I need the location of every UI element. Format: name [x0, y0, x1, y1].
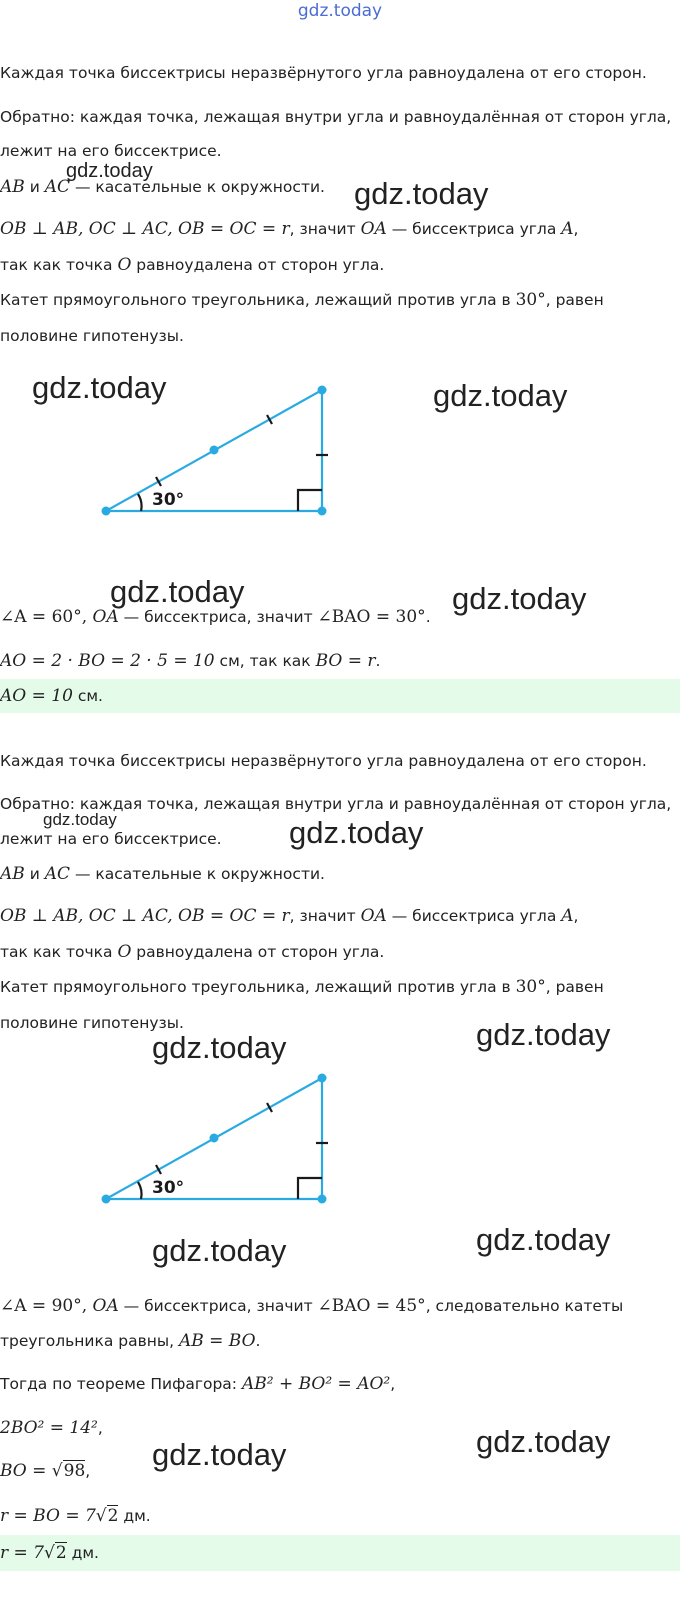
- watermark: gdz.today: [354, 176, 489, 211]
- tangent-line-1: [0, 176, 325, 198]
- triangle-figure-2: [0, 1058, 680, 1218]
- math-bao: ∠BAO = 30°: [317, 607, 426, 627]
- midpoint: [210, 446, 219, 455]
- leg-text-b: , равен: [545, 978, 604, 996]
- comma: ,: [573, 220, 579, 238]
- right-angle-mark: [298, 490, 322, 511]
- math-a: A: [561, 906, 574, 926]
- comma: ,: [85, 1462, 91, 1480]
- solution-line-1b: [0, 650, 380, 672]
- tangent-line-2: [0, 863, 325, 885]
- answer-1: [0, 685, 103, 707]
- watermark: gdz.today: [110, 574, 245, 609]
- vertex-point: [318, 1074, 327, 1083]
- top-site-link[interactable]: gdz.today: [297, 1, 383, 21]
- math-ab: AB: [0, 864, 25, 884]
- math-perp: OB ⊥ AB, OC ⊥ AC, OB = OC = r: [0, 906, 290, 926]
- half-hyp-2: половине гипотенузы.: [0, 1014, 184, 1032]
- unit: дм.: [66, 1544, 99, 1562]
- sqrt-sign: √: [51, 1461, 63, 1481]
- math-ab: AB: [0, 177, 25, 197]
- angle-arc: [138, 1182, 142, 1199]
- means-text: , значит: [289, 907, 361, 925]
- math-30deg: 30°: [515, 977, 546, 997]
- solution-line-2a: [0, 1295, 623, 1317]
- leg-text-b: , равен: [545, 291, 604, 309]
- math-bao: ∠BAO = 45°: [317, 1296, 426, 1316]
- period: .: [375, 652, 381, 670]
- converse-text-2b: лежит на его биссектрисе.: [0, 830, 222, 848]
- sqrt-sign: √: [44, 1543, 55, 1563]
- watermark: gdz.today: [66, 160, 153, 182]
- math-a: A: [561, 219, 574, 239]
- math-o: O: [117, 255, 132, 275]
- math-sqrt-arg: 2: [55, 1543, 67, 1563]
- watermark: gdz.today: [476, 1222, 611, 1257]
- watermark: gdz.today: [452, 581, 587, 616]
- math-angle: ∠A = 90°,: [0, 1296, 93, 1316]
- answer-highlight-2: [0, 1535, 680, 1571]
- math-oa: OA: [92, 607, 119, 627]
- math-bo: BO =: [0, 1461, 52, 1481]
- equal-legs-text: треугольника равны,: [0, 1332, 179, 1350]
- leg-rule-2: [0, 976, 604, 998]
- angle-label: 30°: [152, 490, 185, 510]
- equidistant-line-1: [0, 254, 384, 276]
- equidistant-text: равноудалена от сторон угла.: [131, 943, 385, 961]
- math-2bo: 2BO² = 14²: [0, 1418, 98, 1438]
- since-text: см, так как: [214, 652, 316, 670]
- watermark: gdz.today: [476, 1017, 611, 1052]
- math-sqrt-arg: 98: [63, 1461, 86, 1481]
- comma: ,: [573, 907, 579, 925]
- vertex-point: [102, 507, 111, 516]
- comma: ,: [97, 1419, 103, 1437]
- math-ac: AC: [44, 177, 71, 197]
- watermark: gdz.today: [476, 1424, 611, 1459]
- leg-text-a: Катет прямоугольного треугольника, лежащий против угла в: [0, 291, 516, 309]
- conclusion-text: , следовательно катеты: [425, 1297, 624, 1315]
- eq-line-3: [0, 1505, 151, 1527]
- math-perp: OB ⊥ AB, OC ⊥ AC, OB = OC = r: [0, 219, 290, 239]
- vertex-point: [318, 507, 327, 516]
- midpoint: [210, 1134, 219, 1143]
- since-text: так как точка: [0, 256, 118, 274]
- comma: ,: [390, 1375, 396, 1393]
- math-oa: OA: [360, 219, 387, 239]
- math-answer: AO = 10: [0, 686, 73, 706]
- angle-label: 30°: [152, 1178, 185, 1198]
- math-oa: OA: [360, 906, 387, 926]
- pythagoras-line: [0, 1373, 395, 1395]
- math-angle: ∠A = 60°,: [0, 607, 93, 627]
- math-r: r = BO = 7: [0, 1506, 96, 1526]
- bisector-text: — биссектриса угла: [386, 907, 562, 925]
- math-bo-r: BO = r: [315, 651, 376, 671]
- math-o: O: [117, 942, 132, 962]
- right-angle-mark: [298, 1178, 322, 1199]
- converse-text-1b: лежит на его биссектрисе.: [0, 142, 222, 160]
- vertex-point: [318, 386, 327, 395]
- vertex-point: [102, 1195, 111, 1204]
- converse-text-2a: Обратно: каждая точка, лежащая внутри угла и равноудалённая от сторон угла,: [0, 795, 672, 813]
- period: .: [255, 1332, 261, 1350]
- solution-line-2b: [0, 1330, 260, 1352]
- bisector-text: — биссектриса, значит: [118, 1297, 318, 1315]
- eq-line-2: [0, 1460, 90, 1482]
- and-text: и: [24, 178, 45, 196]
- math-ab-bo: AB = BO: [178, 1331, 256, 1351]
- perp-line-2: [0, 905, 578, 927]
- watermark: gdz.today: [152, 1030, 287, 1065]
- bisector-text: — биссектриса, значит: [118, 608, 318, 626]
- math-answer: r = 7: [0, 1543, 44, 1563]
- eq-line-1: [0, 1417, 103, 1439]
- converse-text-1a: Обратно: каждая точка, лежащая внутри угла и равноудалённая от сторон угла,: [0, 108, 672, 126]
- leg-rule-1: [0, 289, 604, 311]
- watermark: gdz.today: [433, 378, 568, 413]
- math-oa: OA: [92, 1296, 119, 1316]
- theorem-text-1: Каждая точка биссектрисы неразвёрнутого угла равноудалена от его сторон.: [0, 64, 647, 82]
- period: .: [425, 608, 431, 626]
- answer-2: [0, 1542, 99, 1564]
- watermark: gdz.today: [43, 810, 117, 829]
- tangent-text: — касательные к окружности.: [70, 178, 325, 196]
- half-hyp-1: половине гипотенузы.: [0, 327, 184, 345]
- means-text: , значит: [289, 220, 361, 238]
- and-text: и: [24, 865, 45, 883]
- perp-line-1: [0, 218, 578, 240]
- watermark: gdz.today: [32, 370, 167, 405]
- angle-arc: [138, 494, 142, 511]
- unit: см.: [72, 687, 103, 705]
- watermark: gdz.today: [289, 815, 424, 850]
- equidistant-line-2: [0, 941, 384, 963]
- theorem-text-2: Каждая точка биссектрисы неразвёрнутого угла равноудалена от его сторон.: [0, 752, 647, 770]
- math-sqrt-arg: 2: [107, 1506, 119, 1526]
- vertex-point: [318, 1195, 327, 1204]
- since-text: так как точка: [0, 943, 118, 961]
- math-ac: AC: [44, 864, 71, 884]
- unit: дм.: [118, 1507, 151, 1525]
- watermark: gdz.today: [152, 1437, 287, 1472]
- sqrt-sign: √: [95, 1506, 107, 1526]
- tangent-text: — касательные к окружности.: [70, 865, 325, 883]
- pythagoras-text: Тогда по теореме Пифагора:: [0, 1375, 242, 1393]
- bisector-text: — биссектриса угла: [386, 220, 562, 238]
- watermark: gdz.today: [152, 1233, 287, 1268]
- equidistant-text: равноудалена от сторон угла.: [131, 256, 385, 274]
- math-30deg: 30°: [515, 290, 546, 310]
- math-pythagoras: AB² + BO² = AO²: [241, 1374, 391, 1394]
- math-ao-calc: AO = 2 · BO = 2 · 5 = 10: [0, 651, 215, 671]
- leg-text-a: Катет прямоугольного треугольника, лежащий против угла в: [0, 978, 516, 996]
